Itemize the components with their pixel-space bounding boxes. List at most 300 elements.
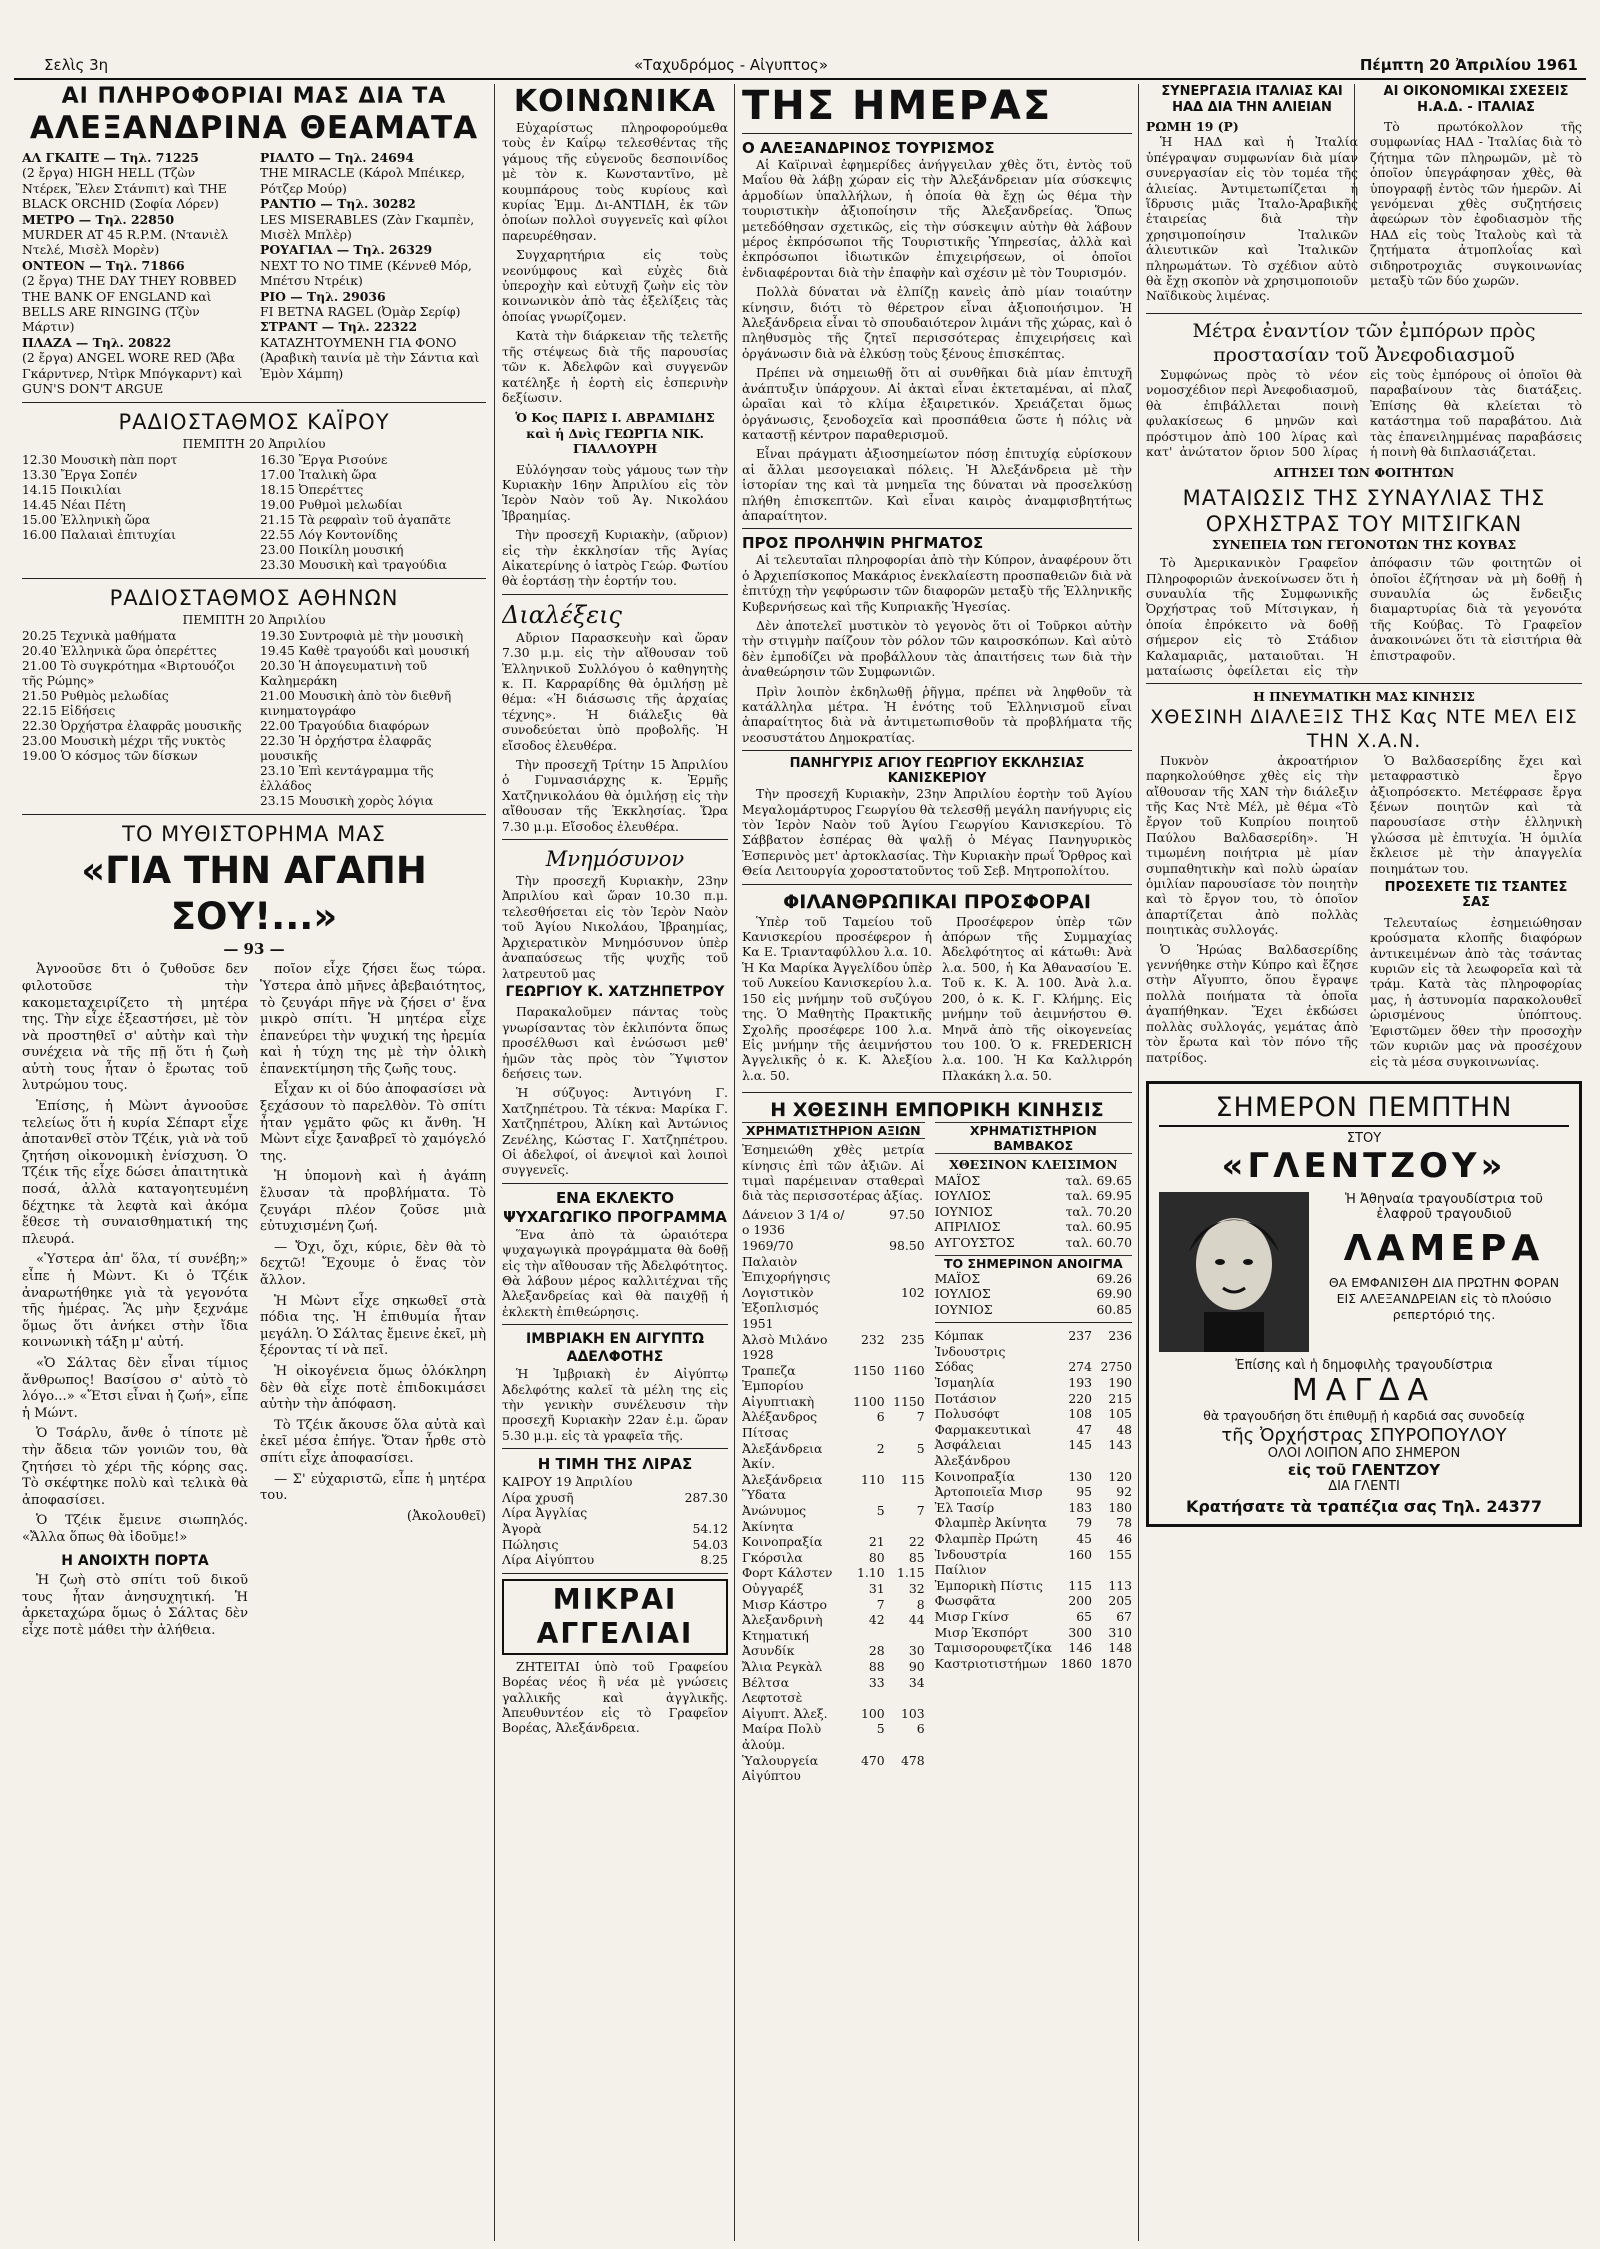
row-label: Ἐλ Τασίρ: [934, 1499, 995, 1515]
row-value: 1.10: [857, 1565, 885, 1581]
paragraph: Κατὰ τὴν διάρκειαν τῆς τελετῆς τῆς στέψεως διὰ τῆς παρουσίας τῶν κ. Ἀδελφῶν καὶ συγγενῶν κατέληξε ἡ ἑορτὴ εἰς ἑσπερινὴν δεξίωσιν.: [502, 328, 728, 405]
lecture-heading: ΧΘΕΣΙΝΗ ΔΙΑΛΕΞΙΣ ΤΗΣ Κας ΝΤΕ ΜΕΛ ΕΙΣ ΤΗΝ Χ.Α.Ν.: [1150, 705, 1578, 752]
lectures-text: [502, 630, 728, 834]
table-row: [742, 1207, 925, 1238]
table-row: [935, 1656, 1132, 1672]
row-label: Δάνειον 3 1/4 ο/ο 1936: [742, 1206, 845, 1238]
paragraph: Παρακαλοῦμεν πάντας τοὺς γνωρίσαντας τὸν ἐκλιπόντα ὅπως προσέλθωσι καὶ ἑνώσωσι μεθ' ἡμῶν τὰς πρὸς τὸν Ὕψιστον δεήσεις των.: [502, 1004, 728, 1081]
row-value: 113: [1108, 1577, 1132, 1593]
column-4: [1146, 84, 1582, 2241]
row-value: ταλ. 70.20: [1065, 1203, 1132, 1219]
paragraph: Τὸ πρωτόκολλον τῆς συμφωνίας ΗΑΔ - Ἰταλίας διὰ τὸ ζήτημα τῶν πληρωμῶν, μὲ τὸ ὁποῖον ὑπεγράφησαν χθὲς, θὰ ὑπογραφῇ ἐντὸς τῶν ἡμερῶν. Αἱ γενόμεναι χθὲς συζητήσεις ἀφεώρων τὸν ἐφοδιασμὸν τῆς ΗΑΔ εἰς τοὺς Ἰταλοὺς καὶ τὰ ζητήματα ἀτμοπλοΐας καὶ σιδηροτροχιᾶς συγκοινωνίας μεταξὺ τῶν δύο χωρῶν.: [1370, 119, 1582, 289]
paragraph: Εὐχαρίστως πληροφορούμεθα τοὺς ἐν Καΐρῳ τελεσθέντας τῆς γάμους τῆς εὐγενοῦς δεσποινίδος μὲ τὸν κ. Κωνσταντῖνο, μὲ κουμπάρους τοὺς κυρίους καὶ κυρίας Ἐμμ. Δι-ΑΝΤΙΔΗ, ἐκ τῶν ὁποίων πολλοὶ συγγενεῖς καὶ φίλοι παρευρέθησαν.: [502, 120, 728, 243]
table-row: [935, 1204, 1132, 1220]
italy-coop-heading: ΣΥΝΕΡΓΑΣΙΑ ΙΤΑΛΙΑΣ ΚΑΙ ΗΑΔ ΔΙΑ ΤΗΝ ΑΛΙΕΙΑΝ: [1161, 84, 1343, 115]
paragraph: Τὸ Ἀμερικανικὸν Γραφεῖον Πληροφοριῶν ἀνεκοίνωσεν ὅτι ἡ συναυλία τῆς Συμφωνικῆς Ὀρχήστρας τοῦ Μίτσιγκαν, ἡ ὁποία ἐπρόκειτο νὰ δοθῇ σήμερον εἰς τὸ Στάδιον Καλαμαριᾶς, ματαιοῦται. Ἡ ματαίωσις ὀφείλεται εἰς τὴν ἀπόφασιν τῶν φοιτητῶν οἱ ὁποῖοι ἐζήτησαν νὰ μὴ δοθῇ ἡ συναυλία ὡς ἔνδειξις διαμαρτυρίας διὰ τὰ γεγονότα τῆς Κούβας. Τὸ Γραφεῖον ἀνακοινώνει ὅτι τὰ εἰσιτήρια θὰ ἐπιστραφοῦν.: [1146, 555, 1582, 678]
row-value: 42: [868, 1612, 885, 1628]
row-value: 5: [876, 1721, 885, 1737]
measures-text: [1146, 367, 1582, 461]
classifieds-heading: ΜΙΚΡΑΙ ΑΓΓΕΛΙΑΙ: [536, 1582, 694, 1650]
table-row: [935, 1391, 1132, 1407]
row-label: Ἀλεξάνδρεια Ὕδατα: [742, 1471, 823, 1503]
cinema-entry: ΡΙΟ — Τηλ. 29036: [260, 288, 386, 304]
paragraph: Ἡ ΗΑΔ καὶ ἡ Ἰταλία ὑπέγραψαν συμφωνίαν διὰ μίαν συνεργασίαν εἰς τὸν τομέα τῆς ἁλιείας. Ἀντιμετωπίζεται ἡ ἵδρυσις μιᾶς Ἰταλο-Ἀραβικῆς ἑταιρείας διὰ τὴν χρησιμοποίησιν Ἰταλικῶν ἁλιευτικῶν καὶ Ἰταλικῶν πληρωμάτων. Τὸ σχέδιον αὐτὸ θὰ ἔχῃ σκοπὸν νὰ χρησιμοποιοῦν Ναϊδικοὺς λιμένας.: [1146, 134, 1358, 304]
row-value: 8.25: [700, 1552, 728, 1568]
divider: [1146, 313, 1582, 314]
schedule-item: 15.00 Ἑλληνικὴ ὥρα: [22, 512, 151, 527]
singer-photo: [1159, 1192, 1309, 1352]
row-value: 183: [1068, 1499, 1092, 1515]
cinema-entry: (2 ἔργα) ANGEL WORE RED (Ἄβα Γκάρντνερ, Ντὶρκ Μπόγκαρντ) καὶ GUN'S DON'T ARGUE: [22, 350, 243, 397]
table-row: [502, 1521, 728, 1537]
row-value: ταλ. 69.95: [1065, 1188, 1132, 1204]
schedule-item: 13.30 Ἔργα Σοπέν: [22, 467, 138, 482]
cairo-radio-date: ΠΕΜΠΤΗ 20 Ἀπριλίου: [182, 435, 326, 451]
charity-columns: [742, 914, 1132, 1087]
serial-subheading: Η ΑΝΟΙΧΤΗ ΠΟΡΤΑ: [61, 1552, 209, 1569]
cinema-entry: ΡΟΥΑΓΙΑΛ — Τηλ. 26329: [260, 242, 433, 258]
row-label: Φλαμπὲρ Ἀκίνητα: [934, 1515, 1047, 1531]
paragraph: Ἀγνοοῦσε δτι ὁ ζυθοῦσε δεν φιλοτοῦσε τὴν κακομεταχειρίζετο τὴ μητέρα της. Τὴν εἶχε ἐξεαστήσει, μὲ τὸν νὰ προστηθεῖ σ' αὐτὴν καὶ τὴν συνέχεια νὰ τῆς πῇ ὅτι ἡ ζωὴ αὐτὴ τους ἦταν ὁ ἔρωτας τοῦ λυτρώμου τους.: [22, 962, 248, 1094]
divider: [502, 594, 728, 595]
row-value: 79: [1076, 1515, 1092, 1531]
today-open-table: [935, 1271, 1132, 1318]
schedule-item: 22.55 Λόγ Κοντονίδης: [260, 527, 398, 542]
schedule-item: 20.25 Τεχνικὰ μαθήματα: [22, 629, 177, 644]
row-value: 2750: [1100, 1359, 1132, 1375]
concert-subheading: ΣΥΝΕΠΕΙΑ ΤΩΝ ΓΕΓΟΝΟΤΩΝ ΤΗΣ ΚΟΥΒΑΣ: [1211, 536, 1517, 552]
row-value: 100: [860, 1705, 885, 1721]
serial-text: [22, 962, 486, 1643]
row-label: Φορτ Κάλστεν: [742, 1565, 833, 1581]
row-value: 6: [916, 1721, 925, 1737]
serial-text-right: [260, 962, 486, 1643]
issue-date: Πέμπτη 20 Ἀπριλίου 1961: [1359, 56, 1578, 74]
schedule-item: 16.00 Παλαιαὶ ἐπιτυχίαι: [22, 527, 176, 542]
cinema-entry: FI BETNA RAGEL (Ὀμὰρ Σερίφ): [260, 304, 461, 320]
paragraph: Δὲν ἀποτελεῖ μυστικὸν τὸ γεγονὸς ὅτι οἱ Τοῦρκοι αὐτὴν τὴν στιγμὴν παίζουν τὸν ρόλον τῶν καιροσκόπων. Καὶ αὐτὸ δὲν ἐμποδίζει νὰ προβάλλουν τὰς ἀπαιτήσεις των διὰ τὴν ἀναθεώρησιν τῶν Συμφωνιῶν.: [742, 617, 1132, 680]
row-label: Γκόρσιλα: [742, 1549, 803, 1565]
row-value: 120: [1108, 1468, 1132, 1484]
memorial-text: [502, 873, 728, 1178]
table-row: [742, 1363, 925, 1394]
paragraph: Τὴν προσεχῆ Κυριακὴν, 23ην Ἀπριλίου καὶ ὥραν 10.30 π.μ. τελεσθήσεται εἰς τὸν Ἱερὸν Ναὸν τοῦ Ἁγίου Νικολάου, Ἰβραημίας, Ἀρχιερατικὸν Μνημόσυνον ὑπὲρ ἀναπαύσεως τῆς ψυχῆς τοῦ λατρευτοῦ μας: [502, 873, 728, 981]
tourism-text: [742, 157, 1132, 523]
table-row: [935, 1625, 1132, 1641]
concert-heading: ΜΑΤΑΙΩΣΙΣ ΤΗΣ ΣΥΝΑΥΛΙΑΣ ΤΗΣ ΟΡΧΗΣΤΡΑΣ ΤΟΥ ΜΙΤΣΙΓΚΑΝ: [1182, 485, 1546, 536]
schedule-item: 21.50 Ρυθμὸς μελωδίας: [22, 689, 169, 704]
paragraph: Πυκνὸν ἀκροατήριον παρηκολούθησε χθὲς εἰς τὴν αἴθουσαν τῆς ΧΑΝ τὴν διάλεξιν τῆς Κας Ντὲ Μέλ, μὲ θέμα «Τὸ ἔργον τοῦ Κυπρίου ποιητοῦ Παύλου Βαλδασερίδη». Ἡ τιμωμένη ποιήτρια μὲ μίαν συμπαθητικὴν καὶ πολὺ ὡραίαν ὁμιλίαν παρουσίασε τὸν ποιητὴν καὶ τὸ ἔργον του, τὸ ὁποῖον ἀπαρτίζεται ἀπὸ πολλὰς ποιητικὰς συλλογάς.: [1146, 752, 1358, 938]
paragraph: Τὴν προσεχῆ Κυριακὴν, 23ην Ἀπριλίου ἑορτὴν τοῦ Ἁγίου Μεγαλομάρτυρος Γεωργίου θὰ τελεσθῇ μεγάλη πανήγυρις εἰς τὸν Ἱερὸν Ναὸν τοῦ Ἁγίου Γεωργίου Κανισκερίου. Τὸ Σάββατον ἑσπέρας θὰ ψαλῇ ὁ Μέγας Πανηγυρικὸς Ἑσπερινὸς μετ' ἀρτοκλασίας. Τὴν Κυριακὴν πρωΐ Ὄρθρος καὶ Θεία Λειτουργία χοροστατοῦντος τοῦ Σεβ. Μητροπολίτου.: [742, 786, 1132, 879]
paragraph: Εὐλόγησαν τοὺς γάμους των τὴν Κυριακὴν 16ην Ἀπριλίου εἰς τὸν Ἱερὸν Ναὸν τοῦ Ἁγ. Νικολάου Ἰβραημίας.: [502, 461, 728, 523]
stock-exchange-heading: ΧΡΗΜΑΤΙΣΤΗΡΙΟΝ ΑΞΙΩΝ: [742, 1122, 925, 1139]
row-value: ταλ. 69.65: [1065, 1172, 1132, 1188]
cinema-list-right: [260, 150, 486, 397]
table-row: [935, 1500, 1132, 1516]
table-row: [935, 1173, 1132, 1189]
today-open-heading: ΤΟ ΣΗΜΕΡΙΝΟΝ ΑΝΟΙΓΜΑ: [935, 1255, 1132, 1271]
singer-name: ΛΑΜΕΡΑ: [1343, 1227, 1545, 1269]
spirit-heading: Η ΠΝΕΥΜΑΤΙΚΗ ΜΑΣ ΚΙΝΗΣΙΣ: [1253, 689, 1475, 705]
ad-everyone: ΟΛΟΙ ΛΟΙΠΟΝ ΑΠΟ ΣΗΜΕΡΟΝ: [1267, 1445, 1461, 1461]
table-row: [935, 1359, 1132, 1375]
cairo-radio-schedule: [22, 453, 486, 573]
ad-for-fun: ΔΙΑ ΓΛΕΝΤΙ: [1328, 1478, 1400, 1494]
row-label: Λίρα χρυσῆ: [502, 1489, 574, 1505]
paragraph: Πρὶν λοιπὸν ἐκδηλωθῇ ῥῆγμα, πρέπει νὰ ληφθοῦν τὰ κατάλληλα μέτρα. Ἡ ἑνότης τοῦ Ἑλληνισμοῦ εἶναι ἀπαραίτητος διὰ νὰ ἀντιμετωπισθοῦν τὰ προβλήματα τῆς νεοσυστάτου Δημοκρατίας.: [742, 683, 1132, 745]
row-value: 193: [1068, 1375, 1092, 1391]
row-value: 90: [908, 1658, 925, 1674]
ad-feature-text: [1319, 1192, 1569, 1352]
row-value: 54.03: [692, 1536, 728, 1552]
paragraph: Ὑπὲρ τοῦ Ταμείου τοῦ Κανισκερίου προσέφερον ἡ Κα Ε. Τριανταφύλλου λ.α. 10. Ἡ Κα Μαρίκα Ἀγγελίδου ὑπὲρ τοῦ Λυκείου Κανισκερίου λ.α. 150 εἰς μνήμην τοῦ συζύγου της. Ὁ Μαθητὴς Πρακτικῆς Σχολῆς προσέφερε 100 λ.α. Εἰς μνήμην τῆς ἀειμνήστου Ἀγγελικῆς ὁ κ. Κ. Ἀλεξίου λ.α. 50.: [742, 913, 932, 1083]
schedule-right: [260, 629, 486, 809]
row-value: ταλ. 60.95: [1065, 1219, 1132, 1235]
row-value: 54.12: [692, 1521, 728, 1537]
paragraph: Πρέπει νὰ σημειωθῇ ὅτι αἱ συνθῆκαι διὰ μίαν ἐπιτυχῆ ἀνάπτυξιν ὑπάρχουν. Αἱ ἀκταὶ εἶναι ἐκτεταμέναι, αἱ πλαζ ὡραῖαι καὶ τὸ κλίμα ἐξαιρετικόν. Χρειάζεται ὅμως ὀργάνωσις, ξενοδοχεῖα καὶ προσπάθεια ὥστε ἡ πόλις νὰ καταστῇ κέντρον παραθερισμοῦ.: [742, 365, 1132, 442]
row-value: 30: [908, 1643, 925, 1659]
row-value: 7: [916, 1503, 925, 1519]
row-label: Φαρμακευτικαὶ: [934, 1421, 1032, 1437]
table-row: [742, 1581, 925, 1597]
table-row: [742, 1643, 925, 1659]
festival-text: [742, 786, 1132, 878]
cairo-radio-heading: ΡΑΔΙΟΣΤΑΘΜΟΣ ΚΑΪΡΟΥ: [118, 409, 390, 434]
lecture-right: [1370, 753, 1582, 1073]
ad-today: ΣΗΜΕΡΟΝ ΠΕΜΠΤΗΝ: [1159, 1092, 1569, 1127]
divider: [935, 1322, 1132, 1323]
divider: [742, 528, 1132, 529]
schedule-item: 12.30 Μουσικὴ πὰπ πορτ: [22, 452, 178, 467]
row-label: Ἀνώνυμος Ἀκίνητα: [742, 1503, 807, 1534]
divider: [22, 402, 486, 403]
row-value: 274: [1068, 1359, 1092, 1375]
row-label: Λίρα Ἀγγλίας: [502, 1505, 588, 1521]
row-value: 200: [1068, 1593, 1092, 1609]
row-label: Οὐγγαρέξ: [742, 1581, 804, 1596]
schedule-item: 19.00 Ὁ κόσμος τῶν δίσκων: [22, 749, 198, 764]
row-label: ΑΥΓΟΥΣΤΟΣ: [934, 1234, 1015, 1250]
stock-exchange: [742, 1122, 925, 1784]
table-row: [742, 1332, 925, 1363]
column-2: [502, 84, 728, 2241]
table-row: [742, 1472, 925, 1503]
row-value: 102: [900, 1284, 925, 1300]
of-the-day-heading: ΤΗΣ ΗΜΕΡΑΣ: [742, 84, 1053, 129]
row-label: Λογιστικὸν Ἐξοπλισμός 1951: [742, 1284, 819, 1331]
row-value: ταλ. 60.70: [1065, 1234, 1132, 1250]
paragraph: «Ὁ Σάλτας δὲν εἶναι τίμιος ἄνθρωπος! Βασίσου σ' αὐτὸ τὸ λόγο...» «Ἔτσι εἶναι ἡ ζωή», εἶπε ἡ Μώντ.: [22, 1355, 248, 1421]
row-value: 60.85: [1096, 1301, 1132, 1317]
row-value: 6: [876, 1409, 885, 1425]
stock-exchange-intro: Ἐσημειώθη χθὲς μετρία κίνησις ἐπὶ τῶν ἀξιῶν. Αἱ τιμαὶ παρέμειναν σταθεραὶ διὰ τὰς περισσοτέρας ἀξίας.: [742, 1142, 925, 1204]
schedule-item: 21.00 Μουσικὴ ἀπὸ τὸν διεθνῆ κινηματογράφο: [260, 689, 452, 719]
row-label: Μισρ Κάστρο: [742, 1596, 827, 1612]
schedule-item: 17.00 Ἰταλικὴ ὥρα: [260, 467, 377, 482]
divider: [22, 578, 486, 579]
schedule-item: 14.45 Νέαι Πέτη: [22, 497, 126, 512]
row-value: 8: [916, 1596, 925, 1612]
row-value: 7: [916, 1409, 925, 1425]
row-value: 215: [1108, 1390, 1132, 1406]
paragraph: Αἱ τελευταῖαι πληροφορίαι ἀπὸ τὴν Κύπρον, ἀναφέρουν ὅτι ὁ Ἀρχιεπίσκοπος Μακάριος ἐνεκλαίεστη προσπαθειῶν διὰ νὰ ἐπιτύχῃ τὴν γεφύρωσιν τῶν διαφορῶν μεταξὺ τῆς Ἑλληνικῆς Κυβερνήσεως καὶ τῆς Κυπριακῆς Ἡγεσίας.: [742, 552, 1132, 614]
row-value: 28: [868, 1643, 885, 1659]
table-row: [742, 1565, 925, 1581]
row-label: Ἰνδουστρία Παίλιον: [934, 1546, 1007, 1578]
paragraph: Ὁ Τζέικ ἔμεινε σιωπηλός. «Ἄλλα ὅπως θὰ ἰδοῦμε!»: [22, 1513, 248, 1545]
page-number: Σελὶς 3η: [44, 56, 109, 74]
italy-econ-heading: ΑΙ ΟΙΚΟΝΟΜΙΚΑΙ ΣΧΕΣΕΙΣ Η.Α.Δ. - ΙΤΑΛΙΑΣ: [1383, 84, 1569, 115]
lecture-columns: [1146, 753, 1582, 1073]
row-label: Μισρ Ἐκσπόρτ: [934, 1624, 1029, 1640]
row-value: 48: [1116, 1421, 1132, 1437]
ad-phone: Κρατήσατε τὰ τραπέζια σας Τηλ. 24377: [1185, 1496, 1543, 1516]
table-row: [935, 1578, 1132, 1594]
paragraph: ποῖον εἶχε ζήσει ἕως τώρα. Ὑστερα ἀπὸ μῆνες ἀβεβαιότητος, τὸ ζευγάρι πῆγε νὰ ζήσει σ' ἕνα μικρὸ σπίτι. Ἡ μητέρα εἶχε ἐπανεύρει τὴν ψυχική της ἠρεμία καὶ ἡ τύχη της μὲ τὴν ὁλικὴ ἐπανεκτίμηση τῆς ζωῆς τους.: [260, 962, 486, 1077]
table-row: [935, 1219, 1132, 1235]
row-label: ΜΑΪΟΣ: [934, 1270, 981, 1286]
social-news: [502, 120, 728, 589]
row-value: 85: [908, 1549, 925, 1565]
row-value: 300: [1068, 1624, 1092, 1640]
table-row: [742, 1238, 925, 1285]
paragraph: Εἶχαν κι οἱ δύο ἀποφασίσει νὰ ξεχάσουν τὸ παρελθὸν. Τὸ σπίτι ἦταν γεμᾶτο φῶς κι ἄνθη. Ἡ Μὼντ εἶχε ξαναβρεῖ τὸ χαμόγελό της.: [260, 1082, 486, 1164]
row-label: Ἀλσὸ Μιλάνο 1928: [742, 1331, 828, 1363]
italy-economic: [1370, 84, 1582, 308]
cinema-entry: ΣΤΡΑΝΤ — Τηλ. 22322: [260, 319, 418, 335]
row-label: Πώλησις: [502, 1536, 559, 1552]
paragraph: Ἕνα ἀπὸ τὰ ὡραιότερα ψυχαγωγικὰ προγράμματα θὰ δοθῇ εἰς τὴν αἴθουσαν τῆς Ἀδελφότητος. Θὰ λάβουν μέρος καλλιτέχναι τῆς Ἀλεξανδρείας καὶ θὰ παιχθῇ ἡ ἐκλεκτὴ ἐπιθεώρησις.: [502, 1226, 728, 1319]
table-row: [935, 1484, 1132, 1500]
table-row: [502, 1505, 728, 1521]
cinema-entry: (2 ἔργα) HIGH HELL (Τζὼν Ντέρεκ, Ἔλεν Στάνπιτ) καὶ THE BLACK ORCHID (Σοφία Λόρεν): [22, 165, 227, 212]
paragraph: Ὁ Τσάρλυ, ἄνθε ὁ τίποτε μὲ τὴν ἄδεια τῶν γονιῶν του, θὰ ζητήσει τὸ χέρι τῆς κόρης σας. Τὸ σκέφτηκε πολὺ καὶ τελικὰ θὰ ἀποφασίσει.: [22, 1426, 248, 1508]
concert-text: [1146, 555, 1582, 678]
italy-econ-text: [1370, 119, 1582, 288]
row-label: Κοινοπραξία: [934, 1468, 1016, 1484]
serial-episode: — 93 —: [223, 940, 285, 959]
charity-left: [742, 914, 932, 1087]
row-value: 470: [860, 1752, 885, 1768]
dateline: ΡΩΜΗ 19 (Ρ): [1146, 119, 1239, 134]
row-label: Ταμισορουφετζίκα: [934, 1640, 1052, 1656]
row-label: Ἀσυνδίκ: [742, 1643, 795, 1659]
row-value: 46: [1116, 1531, 1132, 1546]
schedule-item: 23.15 Μουσικὴ χορὸς λόγια: [260, 794, 434, 809]
row-label: Αἰγυπτ. Ἀλεξ.: [742, 1705, 828, 1721]
row-label: ΙΟΥΝΙΟΣ: [934, 1301, 993, 1317]
program-heading: ΕΝΑ ΕΚΛΕΚΤΟ ΨΥΧΑΓΩΓΙΚΟ ΠΡΟΓΡΑΜΜΑ: [503, 1188, 727, 1226]
ad-also: Ἐπίσης καὶ ἡ δημοφιλὴς τραγουδίστρια: [1235, 1357, 1493, 1373]
table-row: [742, 1706, 925, 1722]
imbrian-text: [502, 1366, 728, 1443]
table-row: [935, 1531, 1132, 1547]
schedule-item: 21.00 Τὸ συγκρότημα «Βιρτουόζοι τῆς Ρώμης»: [22, 659, 236, 689]
column-rule: [1138, 84, 1139, 2241]
cinema-entry: ΜΕΤΡΟ — Τηλ. 22850: [22, 211, 175, 227]
paragraph: — Ὄχι, ὄχι, κύριε, δὲν θὰ τὸ δεχτῶ! Ἔχουμε ὁ ἕνας τὸν ἄλλον.: [260, 1239, 486, 1288]
cotton-table: [935, 1173, 1132, 1251]
paragraph: Τελευταίως ἐσημειώθησαν κρούσματα κλοπῆς διαφόρων ἀντικειμένων ἀπὸ τὰς τσάντας κυριῶν εἰς τὰ λεωφορεῖα καὶ τὰ τράμ. Κατὰ τὰς πληροφορίας μας, ἡ ἀστυνομία παρακολουθεῖ ὡρισμένους ὑπόπτους. Ἐφιστῶμεν ὅθεν τὴν προσοχὴν τῶν κυριῶν μας νὰ προσέχουν εἰς τὰ μέσα συγκοινωνίας.: [1370, 914, 1582, 1069]
newspaper-page: [14, 0, 1586, 2249]
schedule-item: 23.00 Μουσικὴ μέχρι τῆς νυκτὸς: [22, 734, 226, 749]
paragraph: «Ὑστερα ἀπ' ὅλα, τί συνέβη;» εἶπε ἡ Μὼντ. Κι ὁ Τζέικ ἀναρωτήθηκε γιὰ τὰ γεγονότα τῆς ἡμέρας. Ἂς μὴν ξεχνάμε ὅμως ὅτι ἀνήκει στὴν ἴδια κοινωνικὴ τάξη μ' αὐτή.: [22, 1252, 248, 1351]
singer-description: ΘΑ ΕΜΦΑΝΙΣΘΗ ΔΙΑ ΠΡΩΤΗΝ ΦΟΡΑΝ ΕΙΣ ΑΛΕΞΑΝΔΡΕΙΑΝ εἰς τὸ πλούσιο ρεπερτόριό της.: [1328, 1274, 1560, 1322]
row-value: 190: [1108, 1375, 1132, 1391]
cinema-entry: MURDER AT 45 R.P.M. (Ντανιὲλ Ντελέ, Μισὲλ Μορὲν): [22, 227, 229, 258]
table-row: [742, 1550, 925, 1566]
athens-radio-date: ΠΕΜΠΤΗ 20 Ἀπριλίου: [182, 611, 326, 627]
cinema-listings: [22, 150, 486, 397]
table-row: [502, 1552, 728, 1568]
row-value: 115: [1068, 1577, 1092, 1593]
serial-heading: ΤΟ ΜΥΘΙΣΤΟΡΗΜΑ ΜΑΣ: [122, 822, 386, 847]
row-value: 105: [1108, 1406, 1132, 1422]
paragraph: Ἡ ζωὴ στὸ σπίτι τοῦ δικοῦ τους ἦταν ἀνησυχητική. Ἡ ἀρκεταχώρα ὅμως ὁ Σάλτας δὲν εἶχε ποτὲ μάθει τὴν ἀλήθεια.: [22, 1573, 248, 1638]
schedule-item: 14.15 Ποικιλίαι: [22, 482, 122, 497]
row-value: 180: [1108, 1499, 1132, 1515]
row-value: 287.30: [684, 1489, 728, 1505]
table-row: [742, 1503, 925, 1534]
lecture-left: [1146, 753, 1358, 1073]
paragraph: Αὔριον Παρασκευὴν καὶ ὥραν 7.30 μ.μ. εἰς τὴν αἴθουσαν τοῦ Ἑλληνικοῦ Συλλόγου ὁ καθηγητὴς κ. Π. Καρραρίδης θὰ ὁμιλήσῃ μὲ θέμα: «Ἡ διάσωσις τῆς ἀρχαίας τέχνης». Ἡ διάλεξις θὰ συνοδεύεται ὑπὸ προβολῆς. Ἡ εἴσοδος ἐλευθέρα.: [502, 629, 728, 753]
row-value: 22: [908, 1534, 925, 1550]
cinema-entry: (2 ἔργα) THE DAY THEY ROBBED THE BANK OF ENGLAND καὶ BELLS ARE RINGING (Τζὺν Μάρτιν): [22, 273, 237, 335]
paragraph: Ἡ Μὼντ εἶχε σηκωθεῖ στὰ πόδια της. Ἡ ἐπιθυμία ἦταν μεγάλη. Ὁ Σάλτας ἔμεινε ἐκεῖ, μὴ ξέροντας τί νὰ πεῖ.: [260, 1293, 486, 1359]
table-row: [935, 1286, 1132, 1302]
column-1: [22, 84, 486, 2241]
table-row: [502, 1537, 728, 1553]
cinema-entry: ΑΛ ΓΚΑΙΤΕ — Τηλ. 71225: [22, 150, 199, 165]
paragraph: Ἡ οἰκογένεια ὅμως ὁλόκληρη δὲν θὰ εἶχε ποτὲ ἐπιδοκιμάσει αὐτὴν τὴν ἀπόφαση.: [260, 1363, 486, 1413]
row-label: Ἀλεξάνδρεια Ἀκίν.: [742, 1440, 823, 1472]
row-value: 5: [876, 1503, 885, 1519]
divider: [502, 1448, 728, 1449]
table-row: [935, 1640, 1132, 1656]
row-value: 145: [1068, 1437, 1092, 1453]
schedule-item: 23.00 Ποικίλη μουσική: [260, 542, 404, 557]
commerce-heading: Η ΧΘΕΣΙΝΗ ΕΜΠΟΡΙΚΗ ΚΙΝΗΣΙΣ: [770, 1099, 1104, 1122]
paragraph: Συγχαρητήρια εἰς τοὺς νεονύμφους καὶ εὐχὲς διὰ ὑπεροχὴν καὶ εὐτυχῆ ζωὴν εἰς τὸν κοινωνικὸν ἀπὸ τὰς ἐξελίξεις τὰς ὁποίας γνωρίζομεν.: [502, 247, 728, 324]
classifieds-text: [502, 1659, 728, 1736]
column-rule: [494, 84, 495, 2241]
singer-portrait-icon: [1159, 1192, 1309, 1352]
cotton-exchange: [935, 1122, 1132, 1784]
cinema-entry: ΚΑΤΑΖΗΤΟΥΜΕΝΗ ΓΙΑ ΦΟΝΟ (Ἀραβικὴ ταινία μὲ τὴν Σάντια καὶ Ἐμὸν Χάμπη): [260, 334, 480, 381]
row-value: 1860: [1060, 1655, 1092, 1671]
table-row: [935, 1328, 1132, 1359]
imbrian-heading: ΙΜΒΡΙΑΚΗ ΕΝ ΑΙΓΥΠΤΩ ΑΔΕΛΦΟΤΗΣ: [526, 1331, 704, 1366]
row-value: [845, 1238, 885, 1285]
schedule-item: 21.15 Τὰ ρεφραὶν τοῦ ἀγαπᾶτε: [260, 512, 451, 527]
paragraph: Τὸ Τζέικ ἄκουσε ὅλα αὐτὰ καὶ ἐκεῖ μέσα ἐπήγε. Ὅταν ἦρθε στὸ σπίτι εἶχε ἀποφασίσει.: [260, 1417, 486, 1466]
memorial-heading: Μνημόσυνον: [545, 847, 685, 872]
table-row: [502, 1474, 728, 1490]
table-row: [742, 1409, 925, 1440]
column-3: [742, 84, 1132, 2241]
cyprus-text: [742, 552, 1132, 745]
row-label: Ὑαλουργεία Αἰγύπτου: [742, 1752, 819, 1784]
paragraph: Ἡ σύζυγος: Ἀντιγόνη Γ. Χατζηπέτρου. Τὰ τέκνα: Μαρίκα Γ. Χατζηπέτρου, Ἀλίκη καὶ Ἀντώνιος Ζενέλης, Κώστας Γ. Χατζηπέτρου. Οἱ ἀδελφοί, οἱ ἀνεψιοὶ καὶ λοιποὶ συγγενεῖς.: [502, 1085, 728, 1178]
measures-heading: Μέτρα ἐναντίον τῶν ἐμπόρων πρὸς προστασίαν τοῦ Ἀνεφοδιασμοῦ: [1192, 319, 1536, 366]
table-row: [935, 1302, 1132, 1318]
ad-at-venue: εἰς τοῦ ΓΛΕΝΤΖΟΥ: [1287, 1460, 1441, 1479]
memorial-name: ΓΕΩΡΓΙΟΥ Κ. ΧΑΤΖΗΠΕΤΡΟΥ: [505, 983, 725, 1000]
row-value: 110: [860, 1471, 885, 1487]
row-value: 44: [908, 1612, 925, 1628]
italy-coop-text: [1146, 134, 1358, 303]
paragraph: — Σ' εὐχαριστῶ, εἶπε ἡ μητέρα του.: [260, 1471, 486, 1504]
schedule-left: [22, 629, 248, 809]
charity-heading: ΦΙΛΑΝΘΡΩΠΙΚΑΙ ΠΡΟΣΦΟΡΑΙ: [783, 890, 1091, 913]
row-value: 205: [1108, 1593, 1132, 1609]
row-value: 32: [908, 1581, 925, 1596]
second-singer-description: θὰ τραγουδήση ὅτι ἐπιθυμῇ ἡ καρδιά σας συνοδείᾳ: [1203, 1407, 1525, 1423]
divider: [742, 884, 1132, 885]
row-value: 78: [1116, 1515, 1132, 1531]
row-value: 1.15: [897, 1565, 925, 1581]
row-value: 92: [1116, 1484, 1132, 1500]
table-row: [935, 1515, 1132, 1531]
table-row: [935, 1271, 1132, 1287]
table-row: [502, 1490, 728, 1506]
students-heading: ΑΙΤΗΣΕΙ ΤΩΝ ΦΟΙΤΗΤΩΝ: [1273, 465, 1455, 481]
row-value: 478: [900, 1752, 925, 1768]
pound-rates-table: [502, 1474, 728, 1568]
row-value: 21: [868, 1534, 885, 1550]
table-row: [742, 1721, 925, 1752]
schedule-left: [22, 453, 248, 573]
row-value: 160: [1068, 1546, 1092, 1562]
row-value: 310: [1108, 1624, 1132, 1640]
cinema-entry: ΠΛΑΖΑ — Τηλ. 20822: [22, 334, 172, 350]
paper-name: «Ταχυδρόμος - Αἰγυπτος»: [634, 56, 829, 74]
row-value: [688, 1474, 728, 1490]
cinema-entry: LES MISERABLES (Ζὰν Γκαμπὲν, Μισὲλ Μπλὲρ): [260, 211, 475, 243]
paragraph: Τὴν προσεχῆ Τρίτην 15 Ἀπριλίου ὁ Γυμνασιάρχης κ. Ἐρμῆς Χατζηνικολάου θὰ ὁμιλήσῃ εἰς τὴν αἴθουσαν τῆς Ἐκκλησίας. Ὥρα 7.30 μ.μ. Εἴσοδος ἐλευθέρα.: [502, 757, 728, 834]
athens-radio-schedule: [22, 629, 486, 809]
lectures-heading: Διαλέξεις: [502, 600, 622, 629]
table-row: [935, 1593, 1132, 1609]
row-label: Λίρα Αἰγύπτου: [502, 1552, 595, 1568]
paragraph: Πολλὰ δύναται νὰ ἐλπίζῃ κανεὶς ἀπὸ μίαν τοιαύτην κίνησιν, διότι τὸ θέρετρον εἶναι ἀξιοποιήσιμον. Ἡ Ἀλεξάνδρεια εἶναι τὸ σπουδαιότερον λιμάνι τῆς χώρας, καὶ ὁ πληθυσμὸς τῆς ζητεῖ περισσότερας ἐπιχειρήσεις καὶ ὀργάνωσιν διὰ νὰ ἐλκύσῃ τοὺς ξένους ἐπισκέπτας.: [742, 284, 1132, 361]
row-value: 47: [1076, 1421, 1092, 1437]
schedule-right: [260, 453, 486, 573]
continued-note: (Ἀκολουθεῖ): [406, 1508, 486, 1524]
social-heading: ΚΟΙΝΩΝΙΚΑ: [513, 84, 717, 119]
schedule-item: 16.30 Ἔργα Ρισούνε: [260, 452, 388, 467]
row-value: 235: [900, 1331, 925, 1347]
theatres-heading: ΑΙ ΠΛΗΡΟΦΟΡΙΑΙ ΜΑΣ ΔΙΑ ΤΑ: [61, 84, 447, 109]
table-row: [742, 1612, 925, 1643]
schedule-item: 20.30 Ἡ ἀπογευματινὴ τοῦ Καλημεράκη: [260, 659, 428, 689]
cotton-exchange-heading: ΧΡΗΜΑΤΙΣΤΗΡΙΟΝ ΒΑΜΒΑΚΟΣ: [935, 1122, 1132, 1154]
cinema-entry: ΟΝΤΕΟΝ — Τηλ. 71866: [22, 257, 185, 273]
divider: [502, 1573, 728, 1574]
table-row: [742, 1675, 925, 1706]
row-value: 65: [1076, 1608, 1092, 1624]
table-row: [935, 1235, 1132, 1251]
table-row: [742, 1394, 925, 1410]
schedule-item: 22.30 Ὀρχήστρα ἐλαφρᾶς μουσικῆς: [22, 719, 242, 734]
divider: [742, 1092, 1132, 1093]
table-row: [935, 1547, 1132, 1578]
row-value: 148: [1108, 1640, 1132, 1656]
stock-table: [742, 1207, 925, 1784]
row-label: ΜΑΪΟΣ: [934, 1172, 981, 1188]
divider: [502, 1183, 728, 1184]
row-value: 143: [1108, 1437, 1132, 1453]
